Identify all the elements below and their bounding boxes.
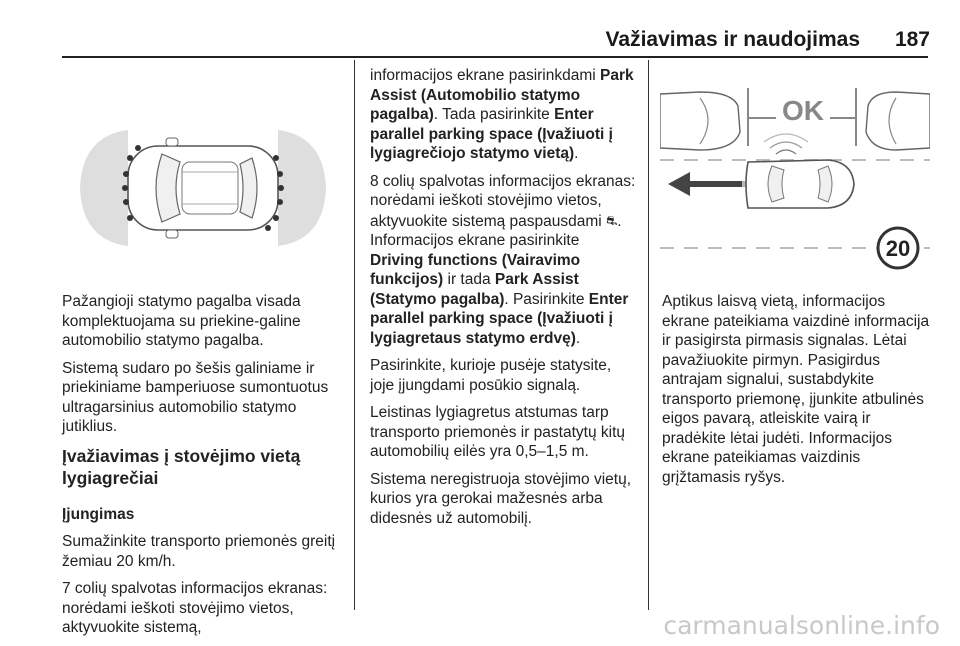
text-run: informacijos ekrane pasirinkdami [370, 67, 601, 84]
seven-inch-paragraph: 7 colių spalvotas informacijos ekranas: norėdami ieškoti stovėjimo vietos, aktyvuokite sistemą, [62, 580, 328, 636]
column-divider-1 [354, 60, 355, 610]
text-run: ir tada [443, 271, 495, 288]
space-size-paragraph: Sistema neregistruoja stovėjimo vietų, kurios yra gerokai mažesnės arba didesnės už automobilį. [370, 470, 632, 527]
menu-label-enter-parallel: Enter parallel parking space (Įvažiuoti į lygiagrečiojo statymo vietą) [370, 106, 613, 162]
subheading-activation: Įjungimas [62, 505, 135, 523]
text-run: . [574, 145, 579, 162]
eight-inch-paragraph [370, 172, 636, 349]
section-heading-parallel-parking: Įvažiavimas į stovėjimo vietą lygiagrečiai [62, 445, 301, 488]
menu-label-park-assist-2: Park Assist (Statymo pagalba) [370, 271, 579, 308]
figure-parking-space-detected [660, 62, 930, 284]
running-header: Važiavimas ir naudojimas [605, 28, 860, 51]
text-run: . Pasirinkite [504, 290, 589, 308]
text-run: . [575, 329, 581, 347]
turn-signal-paragraph: Pasirinkite, kurioje pusėje statysite, joje įjungdami posūkio signalą. [370, 357, 612, 394]
menu-label-driving-functions: Driving functions (Vairavimo funkcijos) [370, 251, 581, 288]
watermark: carmanualsonline.info [663, 611, 940, 640]
intro-paragraph: Pažangioji statymo pagalba visada komplektuojama su priekine-galine automobilio statymo pagalba. [62, 293, 301, 349]
column-3 [662, 292, 934, 495]
column-1 [62, 292, 346, 646]
text-run: . Tada pasirinkite [433, 106, 555, 123]
park-assist-paragraph [370, 66, 636, 164]
ok-label: OK [782, 95, 824, 126]
driving-functions-icon: ⛐ [606, 212, 618, 228]
menu-label-enter-parallel-2: Enter parallel parking space (Įvažiuoti į lygiagretaus statymo erdvę) [370, 290, 629, 347]
speed-paragraph: Sumažinkite transporto priemonės greitį žemiau 20 km/h. [62, 533, 336, 570]
distance-paragraph: Leistinas lygiagretus atstumas tarp transporto priemonės ir pastatytų kitų automobilių eilės yra 0,5–1,5 m. [370, 404, 626, 460]
figure-car-sensor-zones [62, 62, 344, 284]
column-divider-2 [648, 60, 649, 610]
page-number: 187 [894, 28, 930, 51]
text-run: . Informacijos ekrane pasirinkite [370, 212, 622, 249]
sensor-paragraph: Sistemą sudaro po šešis galiniame ir priekiniame bamperiuose sumontuotus ultragarsinius automobilio statymo jutiklius. [62, 359, 329, 435]
menu-label-park-assist: Park Assist (Automobilio statymo pagalba) [370, 67, 634, 123]
detection-paragraph: Aptikus laisvą vietą, informacijos ekrane pateikiama vaizdinė informacija ir pasigirsta pirmasis signalas. Lėtai pavažiuokite pirmyn. Pasigirdus antrajam signalui, sustabdykite transporto priemonę, įjunkite atbulinės eigos pavarą, atleiskite vairą ir pradėkite lėtai judėti. Informacijos ekrane pateikiamas vaizdinis grįžtamasis ryšys. [662, 293, 930, 486]
figure-number-badge: 20 [885, 236, 911, 261]
header-rule [62, 56, 928, 58]
text-run: 8 colių spalvotas informacijos ekranas: norėdami ieškoti stovėjimo vietos, aktyvuokite sistemą paspausdami [370, 172, 636, 230]
column-2 [370, 66, 636, 536]
